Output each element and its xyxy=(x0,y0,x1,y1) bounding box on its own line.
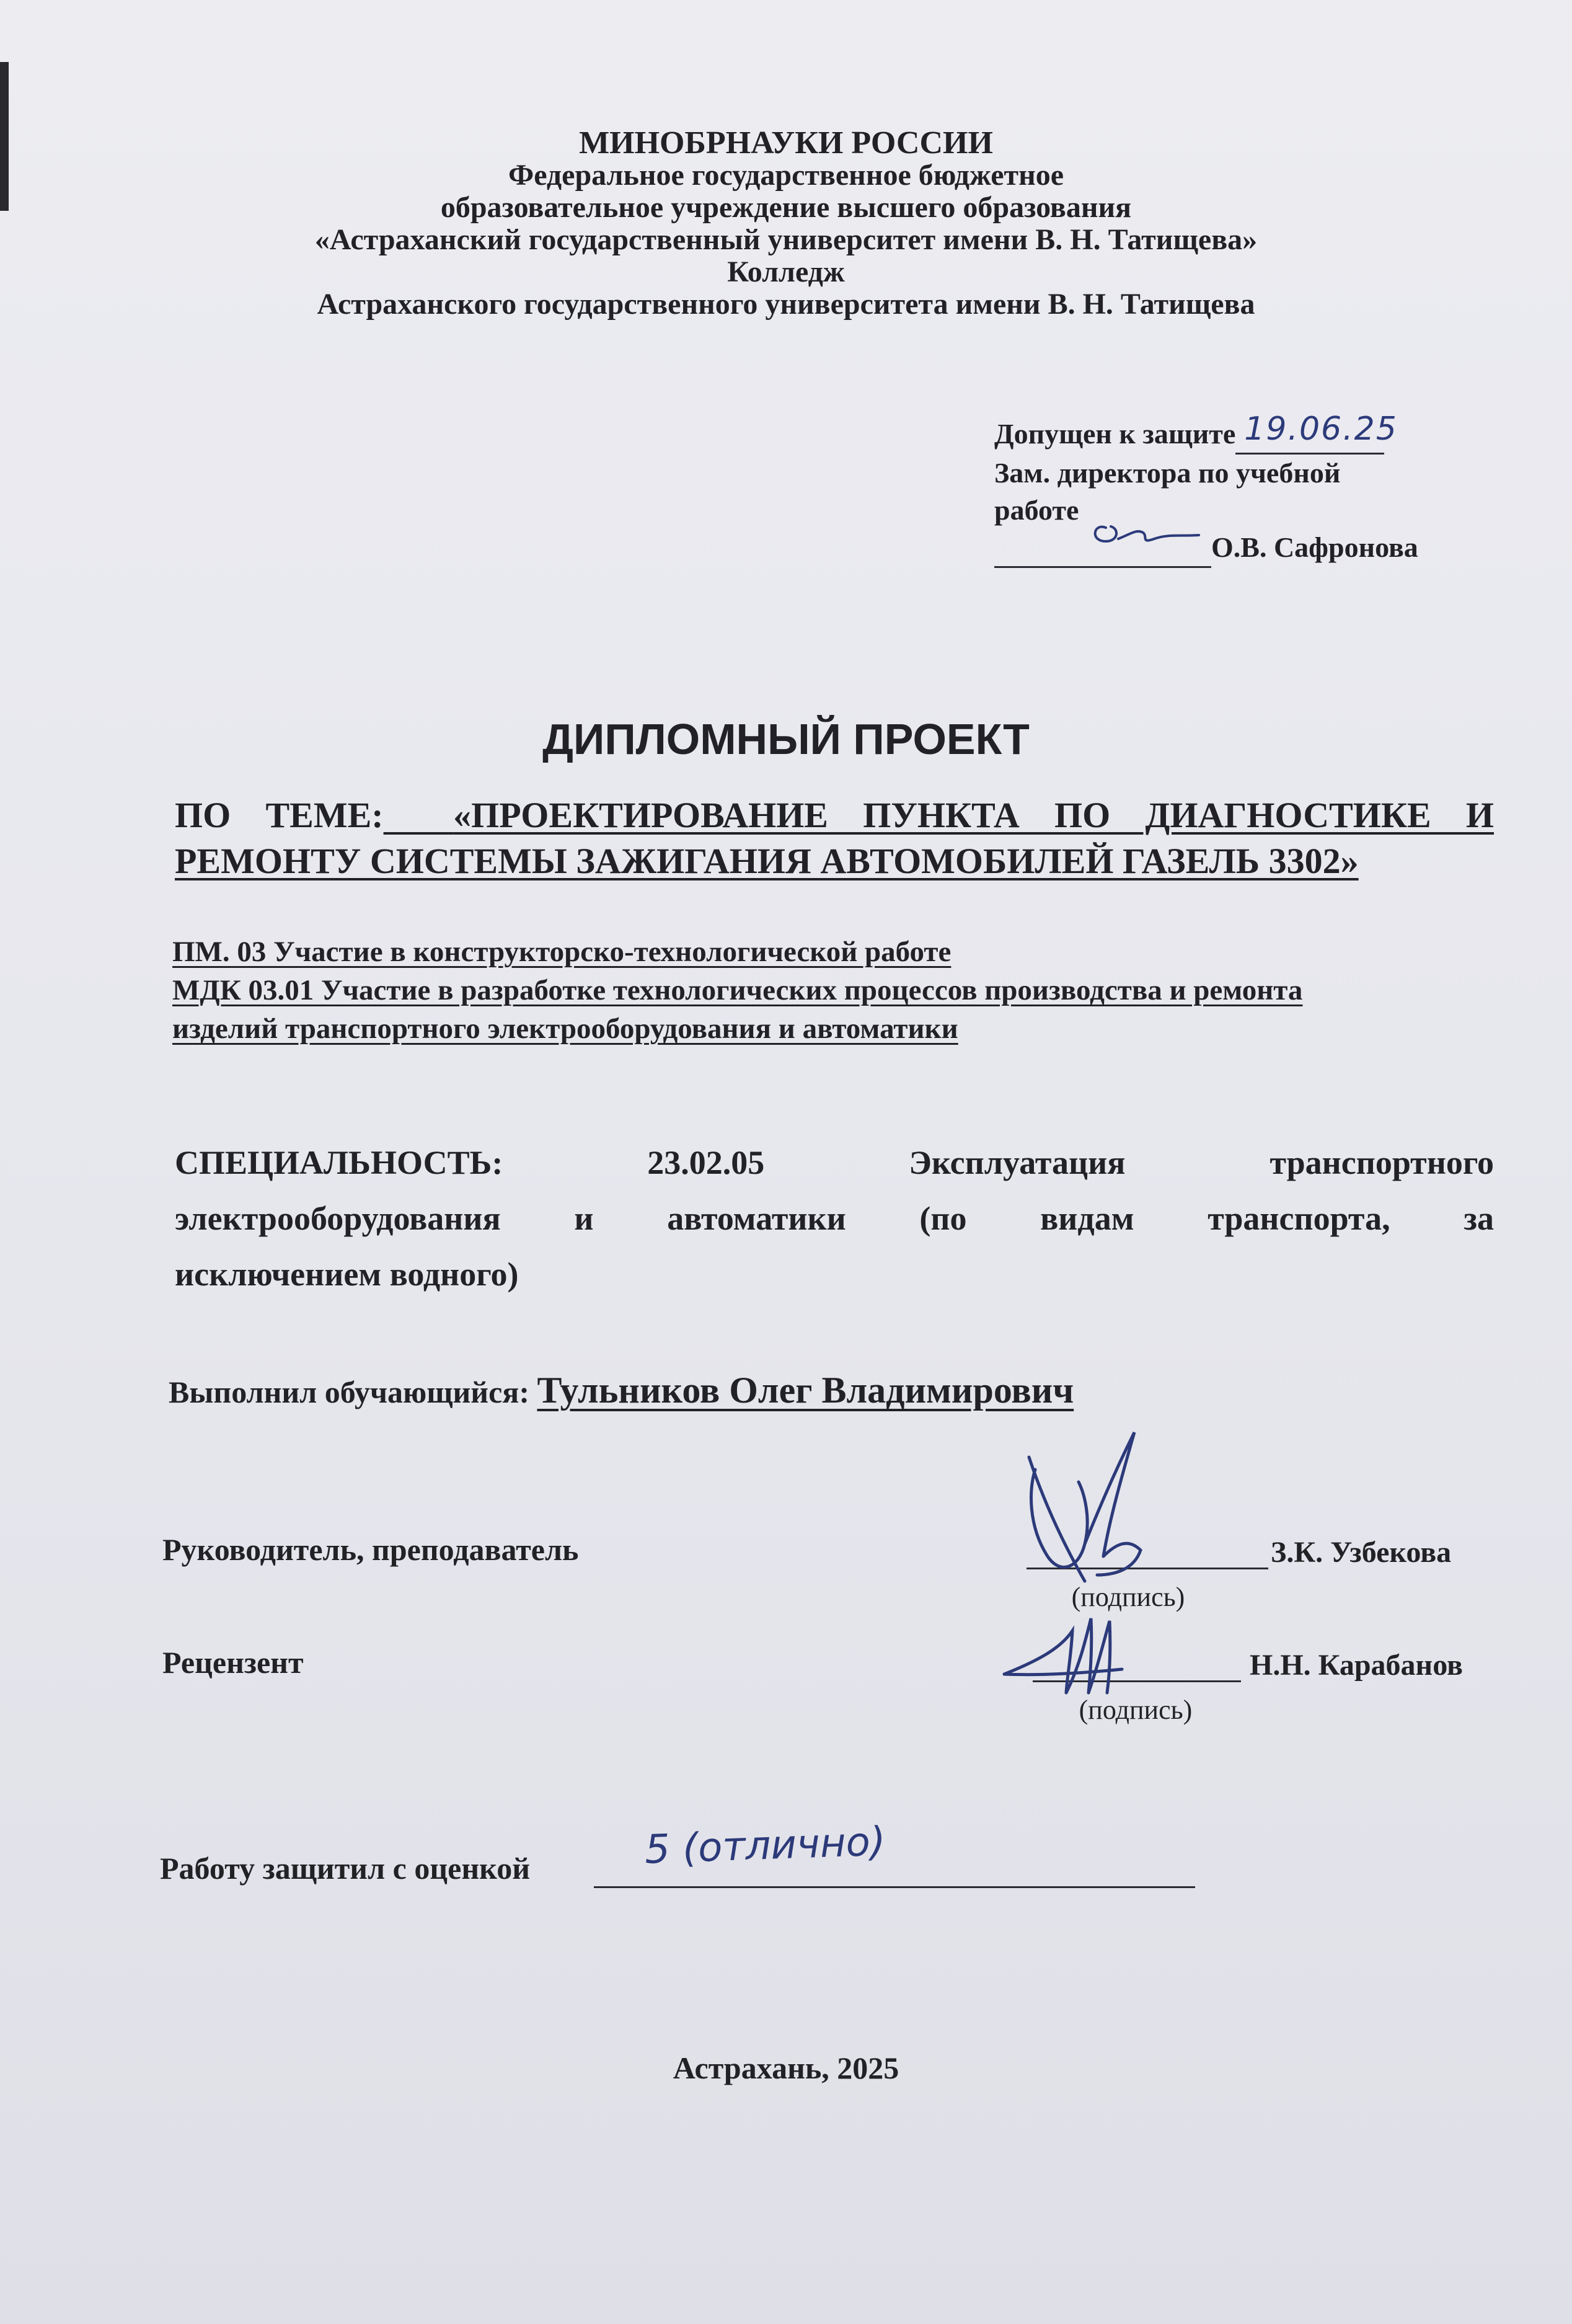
institution-line: образовательное учреждение высшего образования xyxy=(440,191,1132,224)
admitted-date: 19.06.25 xyxy=(1244,410,1398,448)
specialty-line-3: исключением водного) xyxy=(175,1256,519,1293)
reviewer-name: Н.Н. Карабанов xyxy=(1250,1649,1463,1682)
supervisor-signature-caption: (подпись) xyxy=(1071,1582,1185,1612)
reviewer-signature-caption: (подпись) xyxy=(1079,1695,1193,1725)
director-name: О.В. Сафронова xyxy=(1211,531,1418,563)
university-name: «Астраханский государственный университет имени В. Н. Татищева» xyxy=(314,223,1258,256)
student-row xyxy=(169,1369,1074,1412)
document-title: ДИПЛОМНЫЙ ПРОЕКТ xyxy=(542,715,1030,763)
supervisor-signature xyxy=(1010,1420,1172,1606)
college-name: Астраханского государственного университета имени В. Н. Татищева xyxy=(317,288,1255,321)
ministry-line: МИНОБРНАУКИ РОССИИ xyxy=(579,125,993,161)
reviewer-label: Рецензент xyxy=(162,1645,304,1680)
supervisor-name: З.К. Узбекова xyxy=(1271,1536,1452,1569)
specialty-line-1: СПЕЦИАЛЬНОСТЬ: 23.02.05 Эксплуатация транспортного xyxy=(175,1144,1494,1181)
supervisor-label: Руководитель, преподаватель xyxy=(162,1532,579,1567)
grade-label: Работу защитил с оценкой xyxy=(160,1851,531,1886)
admitted-label: Допущен к защите xyxy=(994,418,1236,450)
specialty-block xyxy=(175,1135,1494,1302)
mdk-line-2: изделий транспортного электрооборудования и автоматики xyxy=(172,1013,958,1045)
institution-header xyxy=(0,127,1572,321)
approval-block xyxy=(994,410,1418,568)
student-label: Выполнил обучающийся: xyxy=(169,1375,529,1409)
topic-line-2: РЕМОНТУ СИСТЕМЫ ЗАЖИГАНИЯ АВТОМОБИЛЕЙ ГАЗЕЛЬ 3302» xyxy=(175,841,1359,881)
pm-module: ПМ. 03 Участие в конструкторско-технологической работе xyxy=(172,936,952,968)
admitted-date-line xyxy=(1235,410,1398,455)
student-name: Тульников Олег Владимирович xyxy=(537,1370,1074,1411)
reviewer-signature xyxy=(998,1606,1134,1699)
grade-value: 5 (отлично) xyxy=(643,1819,886,1873)
position-line-1: Зам. директора по учебной xyxy=(994,457,1341,489)
college-label: Колледж xyxy=(727,255,845,288)
institution-line: Федеральное государственное бюджетное xyxy=(508,159,1064,192)
position-line-2: работе xyxy=(994,494,1079,526)
mdk-line-1: МДК 03.01 Участие в разработке технологических процессов производства и ремонта xyxy=(172,974,1303,1006)
project-topic xyxy=(175,792,1494,884)
director-signature xyxy=(1081,504,1205,560)
city-year: Астрахань, 2025 xyxy=(673,2051,899,2085)
topic-line-1: «ПРОЕКТИРОВАНИЕ ПУНКТА ПО ДИАГНОСТИКЕ И xyxy=(453,795,1495,835)
modules-block xyxy=(172,933,1302,1048)
topic-label: ПО ТЕМЕ: xyxy=(175,795,384,835)
specialty-line-2: электрооборудования и автоматики (по видам транспорта, за xyxy=(175,1200,1494,1237)
